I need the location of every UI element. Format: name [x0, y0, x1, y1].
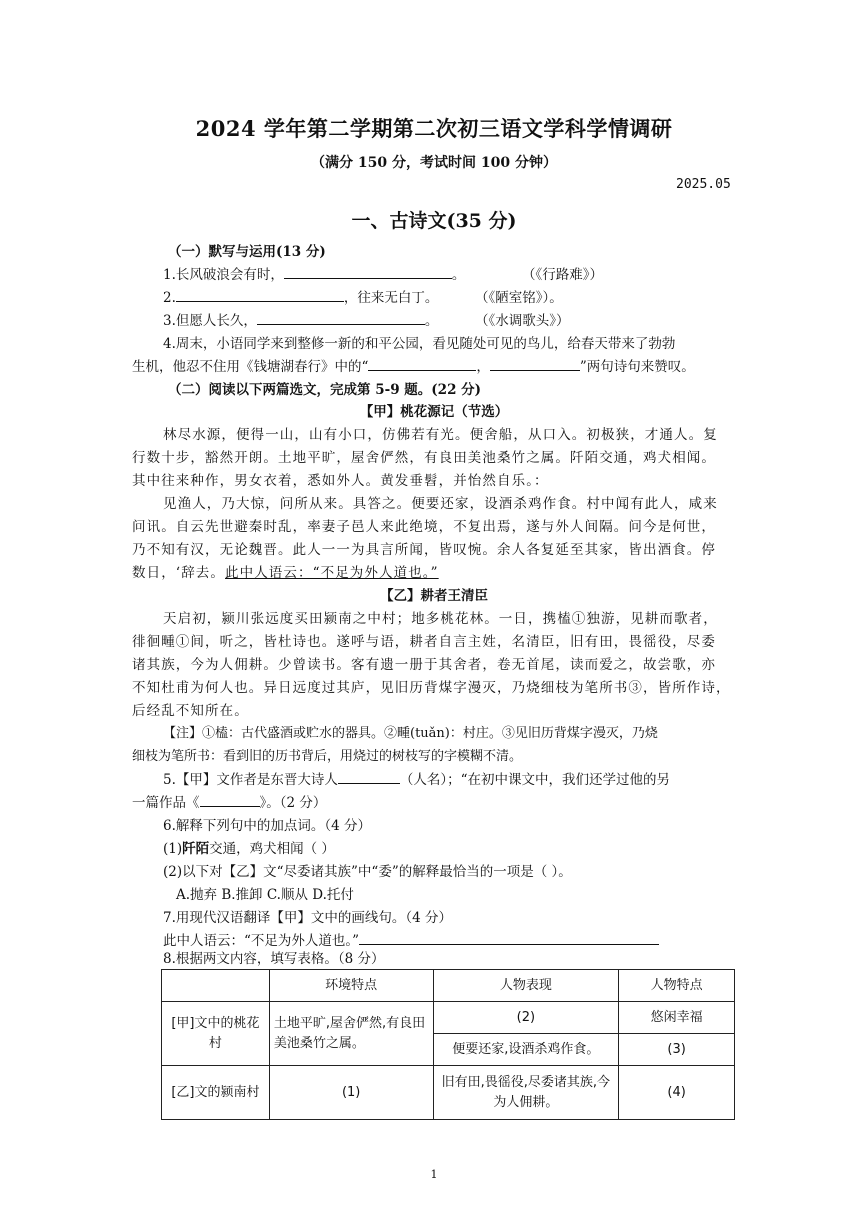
table-row — [162, 1002, 735, 1034]
yi-line-3: 诸其族，今为人佣耕。少曾读书。客有遗一册于其舍者，卷无首尾，读而爱之，故尝歌，亦 — [132, 657, 716, 673]
row1a-trait: 悠闲幸福 — [619, 1002, 735, 1034]
q3-blank[interactable] — [257, 310, 425, 325]
jia-last-a: 数日，‘辞去。 — [132, 565, 225, 581]
q2-source: （《陋室铭》）。 — [475, 290, 563, 306]
question-6-options: A.抛弃 B.推卸 C.顺从 D.托付 — [176, 887, 354, 903]
q3-source: （《水调歌头》） — [475, 313, 570, 329]
table-header-environment: 环境特点 — [269, 970, 433, 1002]
question-6-2: (2)以下对【乙】文“尽委诸其族”中“委”的解释最恰当的一项是（ ）。 — [163, 864, 572, 880]
q5-text-d: 》。（2 分） — [259, 795, 327, 811]
q4-blank-1[interactable] — [368, 356, 476, 371]
row2-label: [乙]文的颍南村 — [162, 1066, 270, 1120]
exam-date: 2025.05 — [676, 177, 731, 192]
q7-blank[interactable] — [359, 930, 659, 945]
question-5-line2 — [132, 792, 326, 814]
passage-jia-title: 【甲】桃花源记（节选） — [359, 404, 509, 420]
row1b-performance: 便要还家,设酒杀鸡作食。 — [433, 1034, 619, 1066]
section-title: 一、古诗文(35 分) — [351, 210, 517, 232]
q5-blank-author[interactable] — [338, 769, 400, 784]
jia-line-1: 林尽水源，便得一山，山有小口，仿佛若有光。便舍船，从口入。初极狭，才通人。复 — [163, 427, 718, 443]
question-3 — [163, 310, 438, 332]
exam-subtitle: （满分 150 分，考试时间 100 分钟） — [311, 155, 557, 171]
row2-environment-blank[interactable]: (1) — [269, 1066, 433, 1120]
q1-blank[interactable] — [284, 264, 452, 279]
yi-line-4: 不知杜甫为何人也。异日远度过其庐，见旧历背煤字漫灭，乃烧细枝为笔所书③，皆所作诗， — [132, 680, 731, 696]
q1-source: （《行路难》） — [522, 267, 603, 283]
q2-blank[interactable] — [176, 287, 344, 302]
row1a-performance-blank[interactable]: (2) — [433, 1002, 619, 1034]
jia-line-2: 行数十步，豁然开朗。土地平旷，屋舍俨然，有良田美池桑竹之属。阡陌交通，鸡犬相闻。 — [132, 450, 716, 466]
table-header-row — [162, 970, 735, 1002]
row2-trait-blank[interactable]: (4) — [619, 1066, 735, 1120]
row1-environment: 土地平旷,屋舍俨然,有良田美池桑竹之属。 — [269, 1002, 433, 1066]
q6-1-dotted-word: 阡陌 — [182, 841, 210, 857]
question-8: 8.根据两文内容，填写表格。（8 分） — [163, 951, 385, 967]
q5-blank-work[interactable] — [200, 792, 260, 807]
q4-line2 — [132, 356, 695, 378]
note-line-2: 细枝为笔所书：看到旧的历书背后，用烧过的树枝写的字模糊不清。 — [132, 749, 523, 764]
passage-yi-title: 【乙】耕者王清臣 — [380, 588, 488, 604]
question-7: 7.用现代汉语翻译【甲】文中的画线句。（4 分） — [163, 910, 453, 926]
q6-1-number: (1) — [163, 841, 183, 857]
jia-underlined-sentence: 此中人语云：“不足为外人道也。” — [225, 565, 439, 581]
question-1 — [163, 264, 465, 286]
q5-text-b: （人名）；“在初中课文中，我们还学过他的另 — [399, 772, 671, 788]
jia-line-4: 见渔人，乃大惊，问所从来。具答之。便要还家，设酒杀鸡作食。村中闻有此人，咸来 — [163, 496, 718, 512]
q2-middle: ，往来无白丁。 — [343, 290, 439, 306]
note-line-1: 【注】①榼：古代盛酒或贮水的器具。②畽(tuǎn)：村庄。③见旧历背煤字漫灭，乃烧 — [163, 726, 658, 741]
q7-sentence: 此中人语云：“不足为外人道也。” — [163, 933, 360, 949]
table-row — [162, 1066, 735, 1120]
yi-line-5: 后经乱不知所在。 — [132, 703, 249, 719]
q5-text-c: 一篇作品《 — [132, 795, 200, 811]
jia-line-7 — [132, 562, 439, 584]
comparison-table — [161, 969, 735, 1120]
q6-1-text: 交通，鸡犬相闻（ ） — [209, 841, 335, 857]
question-6-1 — [163, 838, 335, 860]
q4-text-c: ”两句诗句来赞叹。 — [579, 359, 695, 375]
row1-label: [甲]文中的桃花村 — [162, 1002, 270, 1066]
jia-line-6: 乃不知有汉，无论魏晋。此人一一为具言所闻，皆叹惋。余人各复延至其家，皆出酒食。停 — [132, 542, 716, 558]
table-header-trait: 人物特点 — [619, 970, 735, 1002]
jia-line-5: 问讯。自云先世避秦时乱，率妻子邑人来此绝境，不复出焉，遂与外人间隔。问今是何世， — [132, 519, 716, 535]
q4-text-b: ， — [476, 359, 490, 375]
q1-text: 1.长风破浪会有时， — [163, 267, 284, 283]
part1-heading: （一）默写与运用(13 分) — [168, 244, 326, 260]
yi-line-1: 天启初，颍川张远度买田颍南之中村；地多桃花林。一日，携榼①独游，见耕而歌者， — [163, 611, 718, 627]
part2-heading: （二）阅读以下两篇选文，完成第 5-9 题。(22 分) — [168, 382, 482, 398]
jia-line-3: 其中往来种作，男女衣着，悉如外人。黄发垂髫，并怡然自乐。： — [132, 473, 549, 489]
page-number: 1 — [430, 1168, 438, 1181]
q2-text: 2. — [163, 290, 176, 306]
q4-text-a: 生机，他忍不住用《钱塘湖春行》中的“ — [132, 359, 369, 375]
table-header-performance: 人物表现 — [433, 970, 619, 1002]
exam-title: 2024 学年第二学期第二次初三语文学科学情调研 — [195, 116, 673, 141]
question-5-line1 — [163, 769, 670, 791]
row1b-trait-blank[interactable]: (3) — [619, 1034, 735, 1066]
row2-performance: 旧有田,畏徭役,尽委诸其族,今为人佣耕。 — [433, 1066, 619, 1120]
q5-text-a: 5.【甲】文作者是东晋大诗人 — [163, 772, 338, 788]
yi-line-2: 徘徊畽①间，听之，皆杜诗也。遂呼与语，耕者自言主姓，名清臣，旧有田，畏徭役，尽委 — [132, 634, 716, 650]
q4-line1: 4.周末，小语同学来到整修一新的和平公园，看见随处可见的鸟儿，给春天带来了勃勃 — [163, 336, 676, 352]
question-2 — [163, 287, 438, 309]
table-header-empty — [162, 970, 270, 1002]
q3-end: 。 — [424, 313, 439, 329]
question-6: 6.解释下列句中的加点词。（4 分） — [163, 818, 372, 834]
q3-text: 3.但愿人长久， — [163, 313, 257, 329]
q4-blank-2[interactable] — [490, 356, 580, 371]
q1-end: 。 — [451, 267, 466, 283]
